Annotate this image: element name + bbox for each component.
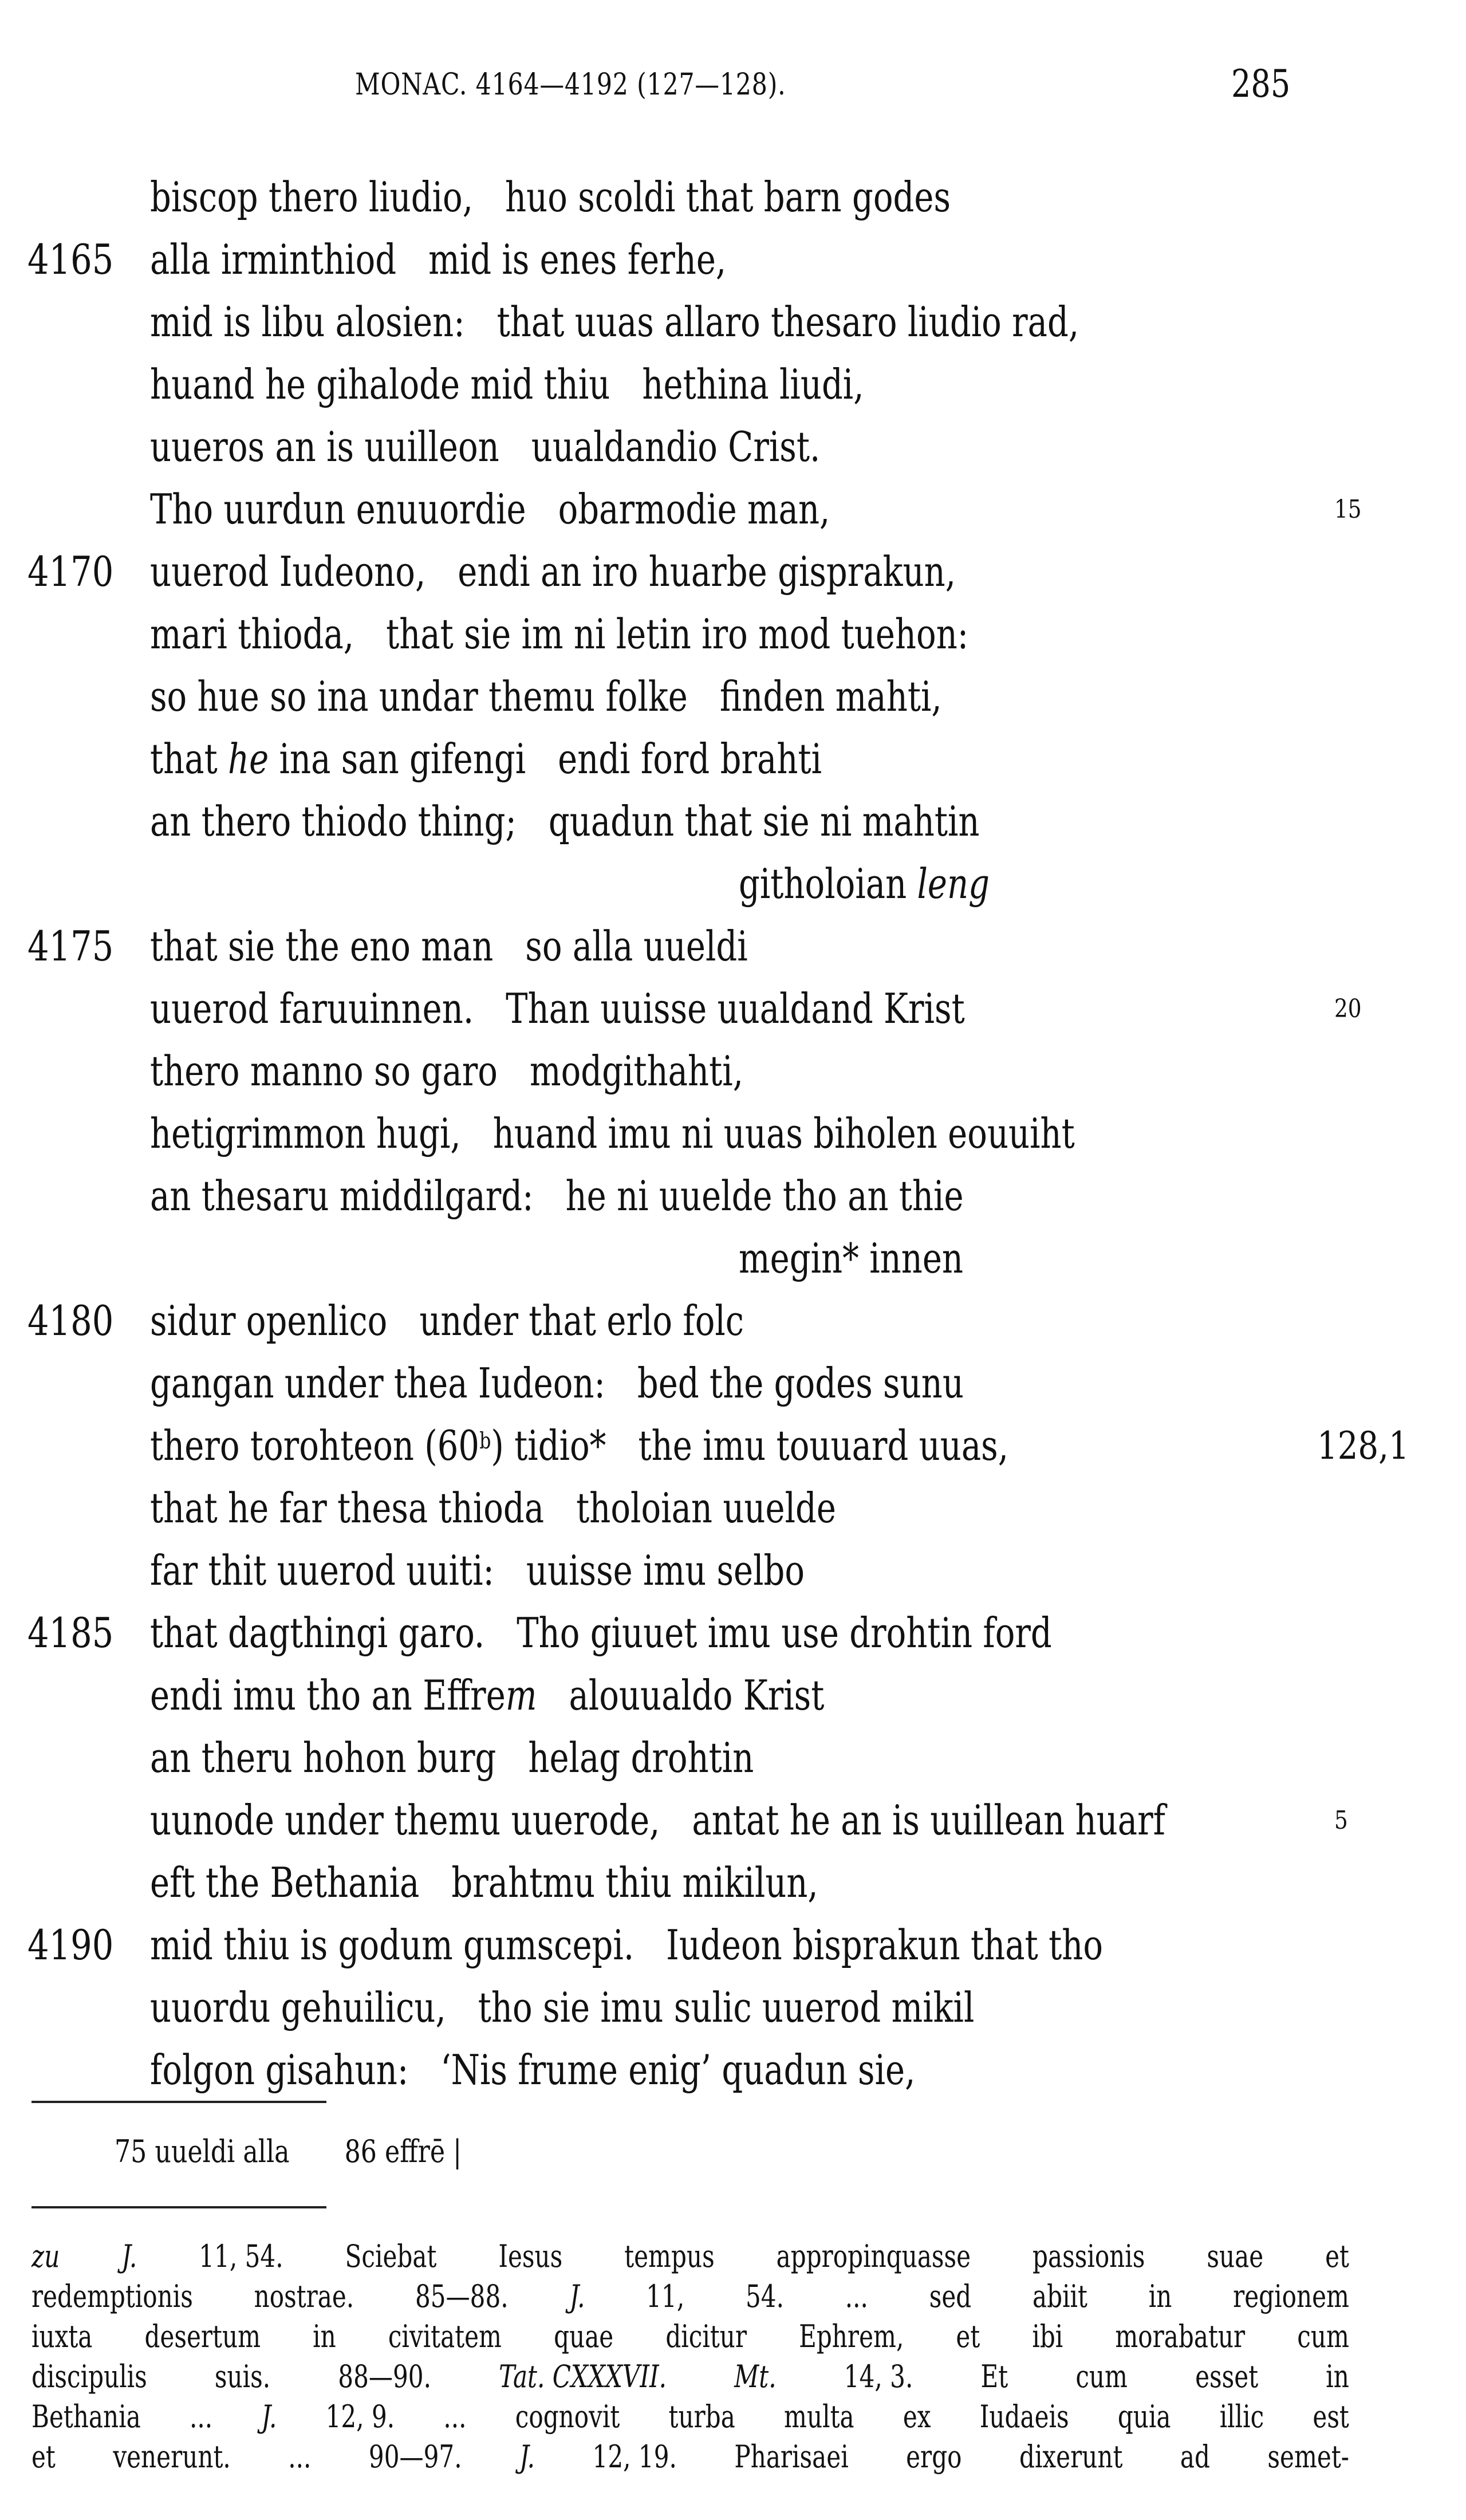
first-half-line: alla irminthiod bbox=[150, 235, 397, 284]
verse-line bbox=[0, 2039, 1466, 2101]
note-token: Pharisaei bbox=[734, 2439, 849, 2475]
note-token: et bbox=[956, 2318, 980, 2354]
verse-line bbox=[0, 353, 1466, 416]
first-half-line: biscop thero liudio, bbox=[150, 173, 474, 221]
first-half-line: mid is libu alosien: bbox=[150, 298, 465, 346]
verse-text-line bbox=[150, 978, 965, 1040]
second-half-line: that uuas allaro thesaro liudio rad, bbox=[496, 298, 1079, 346]
verse-text-line bbox=[150, 728, 822, 790]
note-token: esset bbox=[1195, 2358, 1259, 2395]
verse-text-line bbox=[150, 1789, 1165, 1852]
verse-text-line bbox=[150, 1602, 1052, 1664]
note-token: Ephrem, bbox=[799, 2318, 904, 2354]
note-token: sed bbox=[929, 2278, 972, 2314]
source-notes bbox=[31, 2236, 1349, 2477]
apparatus-entry: 75 uueldi alla bbox=[115, 2133, 290, 2169]
note-token: appropinquasse bbox=[776, 2238, 971, 2274]
second-half-line: under that erlo folc bbox=[419, 1297, 744, 1345]
verse-text-line bbox=[150, 1415, 1008, 1477]
verse-line bbox=[0, 229, 1466, 291]
note-token: Mt. bbox=[734, 2358, 777, 2395]
note-token: J. bbox=[519, 2439, 535, 2475]
verse-text-line bbox=[150, 1976, 974, 2039]
second-half-line: tholoian uuelde bbox=[576, 1484, 836, 1532]
second-half-line: uuisse imu selbo bbox=[526, 1546, 805, 1594]
note-token: 12, 19. bbox=[592, 2439, 677, 2475]
note-line bbox=[31, 2277, 1349, 2317]
verse-line bbox=[0, 1102, 1466, 1165]
verse-text-line bbox=[150, 790, 980, 853]
note-token: suis. bbox=[214, 2358, 271, 2395]
second-half-line: huand imu ni uuas biholen eouuiht bbox=[492, 1109, 1075, 1157]
note-token: quae bbox=[554, 2318, 614, 2354]
note-token: dicitur bbox=[665, 2318, 747, 2354]
verse-line bbox=[0, 728, 1466, 790]
verse-text-line bbox=[150, 1352, 964, 1415]
second-half-line: so alla uueldi bbox=[525, 922, 748, 970]
note-token: ibi bbox=[1032, 2318, 1063, 2354]
note-token: 11, 54. bbox=[199, 2238, 283, 2274]
verse-line bbox=[0, 1165, 1466, 1227]
second-half-line: that sie im ni letin iro mod tuehon: bbox=[386, 610, 969, 658]
first-half-line: uueros an is uuilleon bbox=[150, 423, 499, 471]
note-line bbox=[31, 2437, 1349, 2477]
verse-line bbox=[0, 1914, 1466, 1976]
verse-line bbox=[0, 1976, 1466, 2039]
line-number: 4180 bbox=[27, 1297, 114, 1345]
note-token: ... bbox=[845, 2278, 868, 2314]
note-token: ex bbox=[903, 2399, 931, 2435]
verse-line bbox=[0, 1789, 1466, 1852]
note-token: quia bbox=[1117, 2399, 1171, 2435]
verse-text-line bbox=[150, 2039, 915, 2101]
note-token: desertum bbox=[144, 2318, 261, 2354]
line-number: 4165 bbox=[27, 235, 114, 284]
verse-line bbox=[0, 1727, 1466, 1789]
first-half-line: uuerod Iudeono, bbox=[150, 548, 426, 596]
note-token: ad bbox=[1180, 2439, 1210, 2475]
note-token: iuxta bbox=[31, 2318, 93, 2354]
verse-line bbox=[0, 541, 1466, 603]
verse-text-line bbox=[150, 1102, 1075, 1165]
second-half-line: bed the godes sunu bbox=[637, 1359, 964, 1407]
first-half-line: that he far thesa thioda bbox=[150, 1484, 545, 1532]
note-token: cum bbox=[1075, 2358, 1128, 2395]
first-half-line: huand he gihalode mid thiu bbox=[150, 360, 610, 408]
first-half-line: that dagthingi garo. bbox=[150, 1609, 485, 1657]
verse-text-line bbox=[150, 1914, 1103, 1976]
footnote-rule-bottom bbox=[31, 2206, 326, 2208]
first-half-line: far thit uuerod uuiti: bbox=[150, 1546, 494, 1594]
second-half-line: endi ford brahti bbox=[558, 735, 822, 783]
verse-text-line bbox=[150, 478, 830, 541]
second-half-line: finden mahti, bbox=[719, 672, 942, 720]
note-token: Iesus bbox=[498, 2238, 563, 2274]
note-token: regionem bbox=[1233, 2278, 1349, 2314]
verse-line bbox=[0, 1664, 1466, 1727]
critical-apparatus bbox=[115, 2133, 462, 2169]
verse-line bbox=[0, 291, 1466, 353]
verse-text-line bbox=[150, 1477, 836, 1539]
second-half-line: he ni uuelde tho an thie bbox=[565, 1172, 964, 1220]
second-half-line: brahtmu thiu mikilun, bbox=[451, 1858, 818, 1907]
verse-text-line bbox=[150, 166, 951, 229]
note-token: 85—88. bbox=[415, 2278, 509, 2314]
note-token: tempus bbox=[624, 2238, 715, 2274]
first-half-line: uunode under themu uuerode, bbox=[150, 1796, 660, 1844]
second-half-line: quadun that sie ni mahtin bbox=[548, 797, 980, 845]
verse-text-line bbox=[150, 915, 748, 978]
verse-line bbox=[0, 978, 1466, 1040]
note-token: dixerunt bbox=[1019, 2439, 1123, 2475]
first-half-line: an thero thiodo thing; bbox=[150, 797, 517, 845]
note-token: 88—90. bbox=[338, 2358, 431, 2395]
verse-line bbox=[0, 666, 1466, 728]
verse-text-line bbox=[150, 229, 726, 291]
verse-text-line bbox=[150, 1290, 744, 1352]
verse-text-line bbox=[150, 1664, 824, 1727]
note-token: in bbox=[313, 2318, 336, 2354]
verse-line bbox=[0, 915, 1466, 978]
verse-line bbox=[0, 1477, 1466, 1539]
verse-line bbox=[0, 416, 1466, 478]
second-half-line: tho sie imu sulic uuerod mikil bbox=[478, 1983, 975, 2031]
note-token: cum bbox=[1297, 2318, 1349, 2354]
note-line bbox=[31, 2357, 1349, 2397]
verse-line bbox=[0, 1352, 1466, 1415]
second-half-line: Iudeon bisprakun that tho bbox=[666, 1921, 1103, 1969]
verse-line bbox=[0, 1290, 1466, 1352]
note-token: 12, 9. bbox=[325, 2399, 395, 2435]
note-token: redemptionis bbox=[31, 2278, 193, 2314]
verse-line bbox=[0, 1852, 1466, 1914]
first-half-line: thero manno so garo bbox=[150, 1047, 498, 1095]
first-half-line: uuordu gehuilicu, bbox=[150, 1983, 446, 2031]
note-token: J. bbox=[121, 2238, 137, 2274]
second-half-line: endi an iro huarbe gisprakun, bbox=[458, 548, 956, 596]
note-token: nostrae. bbox=[254, 2278, 354, 2314]
note-token: illic bbox=[1219, 2399, 1264, 2435]
page-number: 285 bbox=[1231, 62, 1291, 106]
footnote-rule-top bbox=[31, 2101, 326, 2103]
first-half-line: mari thioda, bbox=[150, 610, 354, 658]
note-line bbox=[31, 2397, 1349, 2437]
verse-text-line bbox=[150, 1852, 818, 1914]
first-half-line: endi imu tho an Effrem bbox=[150, 1671, 537, 1719]
line-number: 4175 bbox=[27, 922, 114, 970]
verse-line bbox=[0, 1602, 1466, 1664]
note-token: semet- bbox=[1267, 2439, 1349, 2475]
note-token: ergo bbox=[906, 2439, 962, 2475]
note-token: multa bbox=[784, 2399, 854, 2435]
second-half-line: mid is enes ferhe, bbox=[428, 235, 727, 284]
note-token: Tat. CXXXVII. bbox=[499, 2358, 667, 2395]
verse-line bbox=[0, 853, 1466, 915]
note-token: Iudaeis bbox=[979, 2399, 1069, 2435]
verse-line bbox=[0, 1415, 1466, 1477]
note-token: morabatur bbox=[1115, 2318, 1246, 2354]
first-half-line: thero torohteon (60$^b$) tidio* bbox=[150, 1422, 606, 1470]
first-half-line: that he ina san gifengi bbox=[150, 735, 526, 783]
first-half-line: an thesaru middilgard: bbox=[150, 1172, 534, 1220]
verse-text-line bbox=[150, 666, 942, 728]
verse-line bbox=[0, 1227, 1466, 1290]
note-token: passionis bbox=[1032, 2238, 1145, 2274]
verse-text-line bbox=[150, 603, 968, 666]
first-half-line: mid thiu is godum gumscepi. bbox=[150, 1921, 635, 1969]
first-half-line: Tho uurdun enuuordie bbox=[150, 485, 526, 533]
note-token: Et bbox=[980, 2358, 1008, 2395]
note-token: civitatem bbox=[388, 2318, 502, 2354]
note-line bbox=[31, 2236, 1349, 2277]
verse-line bbox=[0, 1539, 1466, 1602]
note-token: est bbox=[1313, 2399, 1349, 2435]
verse-line bbox=[0, 478, 1466, 541]
verse-text-line bbox=[150, 1165, 964, 1227]
note-token: in bbox=[1326, 2358, 1349, 2395]
note-token: suae bbox=[1207, 2238, 1264, 2274]
first-half-line: hetigrimmon hugi, bbox=[150, 1109, 461, 1157]
second-half-line: hethina liudi, bbox=[642, 360, 864, 408]
verse-line bbox=[0, 1040, 1466, 1102]
second-half-line: Than uuisse uualdand Krist bbox=[506, 985, 965, 1033]
verse-line bbox=[0, 166, 1466, 229]
second-half-line: huo scoldi that barn godes bbox=[505, 173, 951, 221]
note-token: 90—97. bbox=[368, 2439, 462, 2475]
margin-reference: 15 bbox=[1334, 495, 1362, 524]
second-half-line: ‘Nis frume enig’ quadun sie, bbox=[440, 2046, 916, 2094]
first-half-line: folgon gisahun: bbox=[150, 2046, 409, 2094]
verse-text-line bbox=[150, 353, 864, 416]
note-token: zu bbox=[31, 2238, 60, 2274]
second-half-line: helag drohtin bbox=[528, 1734, 754, 1782]
margin-reference: 20 bbox=[1334, 994, 1362, 1023]
note-token: ... bbox=[443, 2399, 467, 2435]
verse-text-line bbox=[150, 541, 956, 603]
note-token: J. bbox=[569, 2278, 585, 2314]
second-half-line: obarmodie man, bbox=[558, 485, 830, 533]
verse-text bbox=[0, 166, 1466, 2101]
first-half-line: gangan under thea Iudeon: bbox=[150, 1359, 605, 1407]
second-half-line: antat he an is uuillean huarf bbox=[692, 1796, 1165, 1844]
note-token: 11, bbox=[646, 2278, 685, 2314]
note-token: discipulis bbox=[31, 2358, 147, 2395]
verse-text-line bbox=[150, 291, 1079, 353]
note-line bbox=[31, 2317, 1349, 2357]
note-token: Sciebat bbox=[345, 2238, 437, 2274]
note-token: abiit bbox=[1032, 2278, 1087, 2314]
second-half-line: alouualdo Krist bbox=[569, 1671, 825, 1719]
note-token: et bbox=[31, 2439, 56, 2475]
note-token: venerunt. bbox=[113, 2439, 231, 2475]
line-number: 4190 bbox=[27, 1921, 114, 1969]
first-half-line: an theru hohon burg bbox=[150, 1734, 496, 1782]
second-half-line: modgithahti, bbox=[529, 1047, 743, 1095]
note-token: turba bbox=[668, 2399, 735, 2435]
verse-text-line bbox=[150, 1040, 743, 1102]
apparatus-entry: 86 effrē | bbox=[344, 2133, 462, 2169]
note-token: Bethania bbox=[31, 2399, 141, 2435]
verse-text-line bbox=[150, 416, 820, 478]
note-token: 54. bbox=[746, 2278, 784, 2314]
note-token: 14, 3. bbox=[844, 2358, 913, 2395]
first-half-line: eft the Bethania bbox=[150, 1858, 420, 1907]
line-number: 4185 bbox=[27, 1609, 114, 1657]
first-half-line: uuerod faruuinnen. bbox=[150, 985, 474, 1033]
verse-line bbox=[0, 790, 1466, 853]
note-token: et bbox=[1325, 2238, 1349, 2274]
second-half-line: uualdandio Crist. bbox=[531, 423, 821, 471]
note-token: ... bbox=[288, 2439, 312, 2475]
note-token: in bbox=[1148, 2278, 1172, 2314]
verse-text-line bbox=[150, 1539, 805, 1602]
verse-text-line bbox=[150, 1727, 754, 1789]
first-half-line: sidur openlico bbox=[150, 1297, 388, 1345]
verse-line bbox=[0, 603, 1466, 666]
margin-reference: 5 bbox=[1334, 1806, 1348, 1835]
continuation-line: githoloian leng bbox=[739, 860, 990, 908]
first-half-line: so hue so ina undar themu folke bbox=[150, 672, 688, 720]
running-title: MONAC. 4164—4192 (127—128). bbox=[355, 68, 786, 102]
second-half-line: Tho giuuet imu use drohtin ford bbox=[517, 1609, 1052, 1657]
note-token: J. bbox=[261, 2399, 277, 2435]
note-token: ... bbox=[189, 2399, 213, 2435]
line-number: 4170 bbox=[27, 548, 114, 596]
second-half-line: the imu touuard uuas, bbox=[638, 1422, 1009, 1470]
first-half-line: that sie the eno man bbox=[150, 922, 494, 970]
continuation-line: megin* innen bbox=[739, 1234, 964, 1282]
note-token: cognovit bbox=[515, 2399, 620, 2435]
margin-reference: 128,1 bbox=[1317, 1424, 1409, 1468]
